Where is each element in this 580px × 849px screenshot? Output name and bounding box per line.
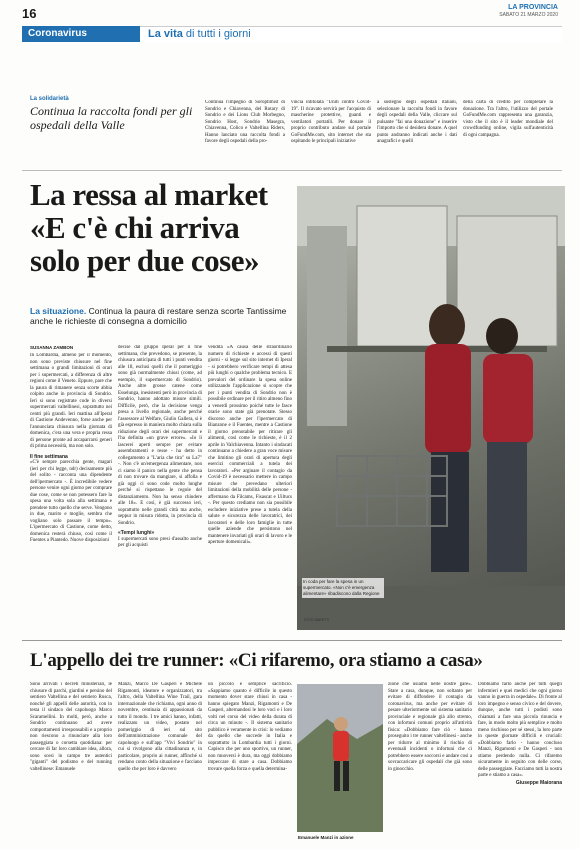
article-col-2-p2: I supermercati sono presi d'assalto anche per gli acquisti: [118, 536, 202, 548]
main-headline: [30, 178, 300, 277]
photo-credit: FOTO SARETTI: [304, 618, 330, 622]
supermarket-photo: [297, 186, 565, 630]
subhead-text: Continua la paura di restare senza scorte Tantissime anche le richieste di consegna a domicilio: [30, 306, 287, 326]
solidarity-col-1: Continua l'impegno di Soroptimist di Sondrio e Chiavenna, del Rotary di Sondrio e dei Lions Club Morbegno, Sondrio Host, Sondrio Masegra, Chiavenna, Colico e Valtellina Riders, Hanno lanciato una raccolta fondi a favore degli ospedali della pro-: [205, 100, 285, 144]
headline-line-1: La ressa al market: [30, 177, 268, 212]
solidarity-kicker: La solidarietà: [30, 96, 69, 102]
article-col-1: [30, 353, 112, 631]
byline: SUSANNA ZAMBON: [30, 345, 74, 350]
subhead-kicker: La situazione.: [30, 306, 87, 316]
solidarity-col-4: della carta di credito per completare la donazione. Tra l'altro, l'utilizzo del portale GoFundMe.com rappresenta una garanzia, visto che il sito è il leader mondiale del crowdfunding online, vigila sull'autenticità di ogni campagna.: [463, 100, 553, 138]
issue-date: SABATO 21 MARZO 2020: [499, 12, 558, 18]
solidarity-col-2: vincia intitolata "Uniti contro Covid-19". Il ricavato servirà per l'acquisto di mascherine protettive, guanti e ventilatori portatili. Per donare il proprio contributo andare sul portale GoFundMe.com, sito internet che sta ospitando le principali iniziative: [291, 100, 371, 144]
newspaper-name: LA PROVINCIA: [508, 4, 558, 11]
article-col-3: vendita «A causa delle straordinario numero di richieste e accessi di questi giorni - si legge sul sito internet di Iperal - si potrebbero verificare tempi di attesa più lunghi o qualche problema tecnico. E prevalori del ordinare la spesa online utilizzando l'applicazione si scopre che per i punti vendita di Sondrio non è possibile ordinare per il ritiro almeno fino a venerdì prossimo poiché tutte le fasce orarie sono state già prenotate. Stesso discorso anche per l'ipermercato di Bianzone e il Fuentes, mentre a Castione il giorno prenotabile per ritirare gli alimenti, così come le richieste, è il 2 aprile in Valchiavenna. Intanto i sindacati continuano a chiedere a gran voce misure che limitino gli orari di apertura degli esercizi commerciali a tutela dei lavoratori. «Per arginare il contagio da Covid-19 è necessario mettere in campo misure che prevedano ulteriori limitazioni della mobilità delle persone - affermano da Filcams, Fisascat e Uiltucs -. Per questo crediamo non sia possibile escludere iniziative prese a tutela della salute e sicurezza delle lavoratrici, dei lavoratori e delle loro famiglie in tutte quelle aziende che persistono nel mantenere invariati gli orari di lavoro e le aperture domenicali».: [208, 345, 292, 545]
page-number: 16: [22, 6, 37, 21]
solidarity-col-3: a sostegno degli ospedali italiani, selezionare la raccolta fondi in favore degli ospedali della Valle, cliccare sul pulsante "fai una donazione" e inserire l'importo che si desidera donare. A quel punto andranno indicati anche i dati anagrafici e quelli: [377, 100, 457, 144]
article-col-1-p1: In Lombardia, almeno per il momento, non sono previste chiusure nel fine settimana o grandi limitazioni di orari per i supermercati, a differenza di altre regioni come il Veneto. Eppure, pare che la paura di rimanere senza scorte abbia colpito anche in provincia di Sondrio. Ieri si sono registrate code in diversi supermercati valtellinesi, soprattutto nei centri più grandi. Ieri mattina all'Iperal di Castione Andevenno, forse anche per l'annunciata chiusura nella giornata di domenica, c'era una vera e propria ressa di persone pronte ad accaparrarsi generi di prima necessità, ma non solo.: [30, 353, 112, 449]
subhead-fine-settimana: Il fine settimana: [30, 453, 68, 460]
runner-photo: [297, 684, 383, 832]
runners-col-2: Manzi, Marco De Gasperi e Michele Rigamonti, ideatore e organizzatori, tra l'altro, della Valtellina Wine Trail, gara internazionale che richiama, ogni anno di novembre, centinaia di appassionati da tutto il mondo. I tre amici hanno, infatti, realizzato un video, postato nel pomeriggio di ieri sul sito dell'amministrazione comunale del capoluogo e sull'app "Vivi Sondrio" in cui si rivolgono alla cittadinanza e, in particolare, proprio ai runner, affinché si rendano conto della situazione e facciano quello che per loro è davvero: [118, 682, 202, 772]
subhead-tempi-lunghi: «Tempi lunghi»: [118, 530, 155, 536]
photo-caption: In coda per fare la spesa in un supermercato. «Non c'è emergenza alimentare» ribadiscono dalla Regione: [302, 578, 384, 598]
runners-col-1: Sono arrivati i decreti ministeriali, le chiusure di parchi, giardini e persino del sentiero Valtellina e del sentiero Rusca, nonché gli appelli delle autorità, con in testa il sindaco del capoluogo Marco Scaramellini. In molti, però, anche a Sondrio continuano ad avere comportamenti irresponsabili e a proprio non riescono a rinunciare alla loro passeggiata o corsetta quotidiana: per cercare di far loro cambiare idea, allora, sono scesi in campo tre autentici "giganti" del podismo e del running valtellinese: Emanuele: [30, 682, 112, 772]
divider-runners: [22, 640, 562, 641]
divider-top: [22, 170, 562, 171]
author-signature: Giuseppe Maiorana: [515, 779, 562, 786]
runner-caption: Emanuele Manzi in azione: [298, 835, 354, 840]
section-subtitle-rest: di tutti i giorni: [182, 28, 251, 40]
article-col-2-p1: decise dal gruppo Iperal per il fine settimana, che prevedono, se presente, la chiusura anticipata di tutti i punti vendita alle 18, esclusi quelli che il pomeriggio sono già normalmente chiusi (come, ad esempio, il supermercato di Sondrio). Anche altre grosse catene come Esselunga, inesistenti però in provincia di Sondrio, hanno adottato misure simili. Difficile, però, che la decisione venga presa a livello regionale, anche perché l'assessore al Welfare, Giulio Gallera, si è già espresso in maniera molto chiara sulla riduzione degli orari dei supermercati e l'ha definita «un grave errore». «Io li lascerei aperti sempre per evitare assembramenti e resse - ha detto in collegamento a "L'aria che tira" su La7" -. Non c'è un'emergenza alimentare, non ci siamo il panico nella gente che pensa di non trovare da mangiare, si affolla e già oggi ci sono code molto lunghe perché si rispettano le regole del distanziamento. Non ha senso chiudere alle 18». E così, è già successo ieri, soprattutto nelle grandi città ma anche, seppur in misura ridotta, in provincia di Sondrio.: [118, 345, 202, 526]
supermarket-illustration: [297, 186, 565, 630]
main-subhead: [30, 306, 300, 326]
section-subtitle: [148, 26, 251, 42]
section-label: Coronavirus: [22, 26, 140, 42]
headline-line-3: solo per due cose»: [30, 243, 259, 278]
solidarity-title: Continua la raccolta fondi per gli ospedali della Valle: [30, 104, 193, 132]
runners-col-5: [478, 682, 562, 842]
runners-headline: L'appello dei tre runner: «Ci rifaremo, ora stiamo a casa»: [30, 650, 483, 671]
runners-col-4: zione che usiamo nelle nostre gare». Stare a casa, dunque, non soltanto per evitare di diffondere il contagio da coronavirus, ma anche per evitare di pesare ulteriormente sul sistema sanitario provinciale e regionale già allo stremo, con infortuni comuni proprio all'attività fisica: «Dobbiamo fare ciò - hanno proseguito i tre runner valtellinesi - anche per ridurre al minimo il rischio di eventuali incidenti o infortuni che ci potrebbero essere soccorsi e andare così a sovraccaricare gli ospedali che già sono in ginocchio.: [388, 682, 472, 772]
headline-line-2: «E c'è chi arriva: [30, 210, 240, 245]
runners-col-3: un piccolo e semplice sacrificio. «Sappiamo quanto è difficile in questo momento dover stare chiusi in casa - hanno spiegato Manzi, Rigamonti e De Gasperi, alternandosi le loro voci e i loro volti nel corso del video della durata di circa un minuto -. Il sistema sanitario pubblico è veramente in crisi: lo vediamo da quello che succede in Italia e soprattutto in Lombardia tutti i giorni. Capisco che per uno sportivo, un runner, non muoversi è dura, ma oggi dobbiamo impeccare di stare a casa. Dobbiamo trovare quella forza e quella determina-: [208, 682, 292, 772]
runner-illustration: [297, 684, 383, 832]
runners-col-5-text: Dobbiamo farlo anche per tutti quegli infermieri e quei medici che ogni giorno vanno in guerra in ospedale». Di fronte al loro impegno e senso civico e del dovere, dunque, anche tutti i podisti sono chiamati a fare una piccola rinuncia e fare, in modo molto più semplice e molto meno rischioso per sé stessi, la loro parte in queste giornate difficili e cruciali: «Dobbiamo farlo - hanno concluso Manzi, Rigamonti e De Gasperi - non stiamo perdendo nulla. Ci rifaremo sicuramente in seguito con delle corse, delle passeggiate. Facciamo tutti la nostra parte e stiamo a casa».: [478, 682, 562, 778]
section-subtitle-bold: La vita: [148, 28, 183, 40]
article-col-1-p2: «C'è sempre parecchia gente, magari (ieri per chi legge, ndr) decisamente più del solito - racconta una dipendente dell'ipermercato -. È incredibile vedere persone venire ogni giorno per comprare due cose, come se non potessero fare la spesa una volta sola alla settimana e prendere tutto quello che serve. Vengono in due, marito e moglie, sembra che vogliano solo passare il tempo». L'ipermercato di Castione, come detto, domenica resterà chiuso, così come il Fuentes a Piantedo. Nuove disposizioni: [30, 460, 112, 543]
article-col-2: [118, 345, 202, 631]
